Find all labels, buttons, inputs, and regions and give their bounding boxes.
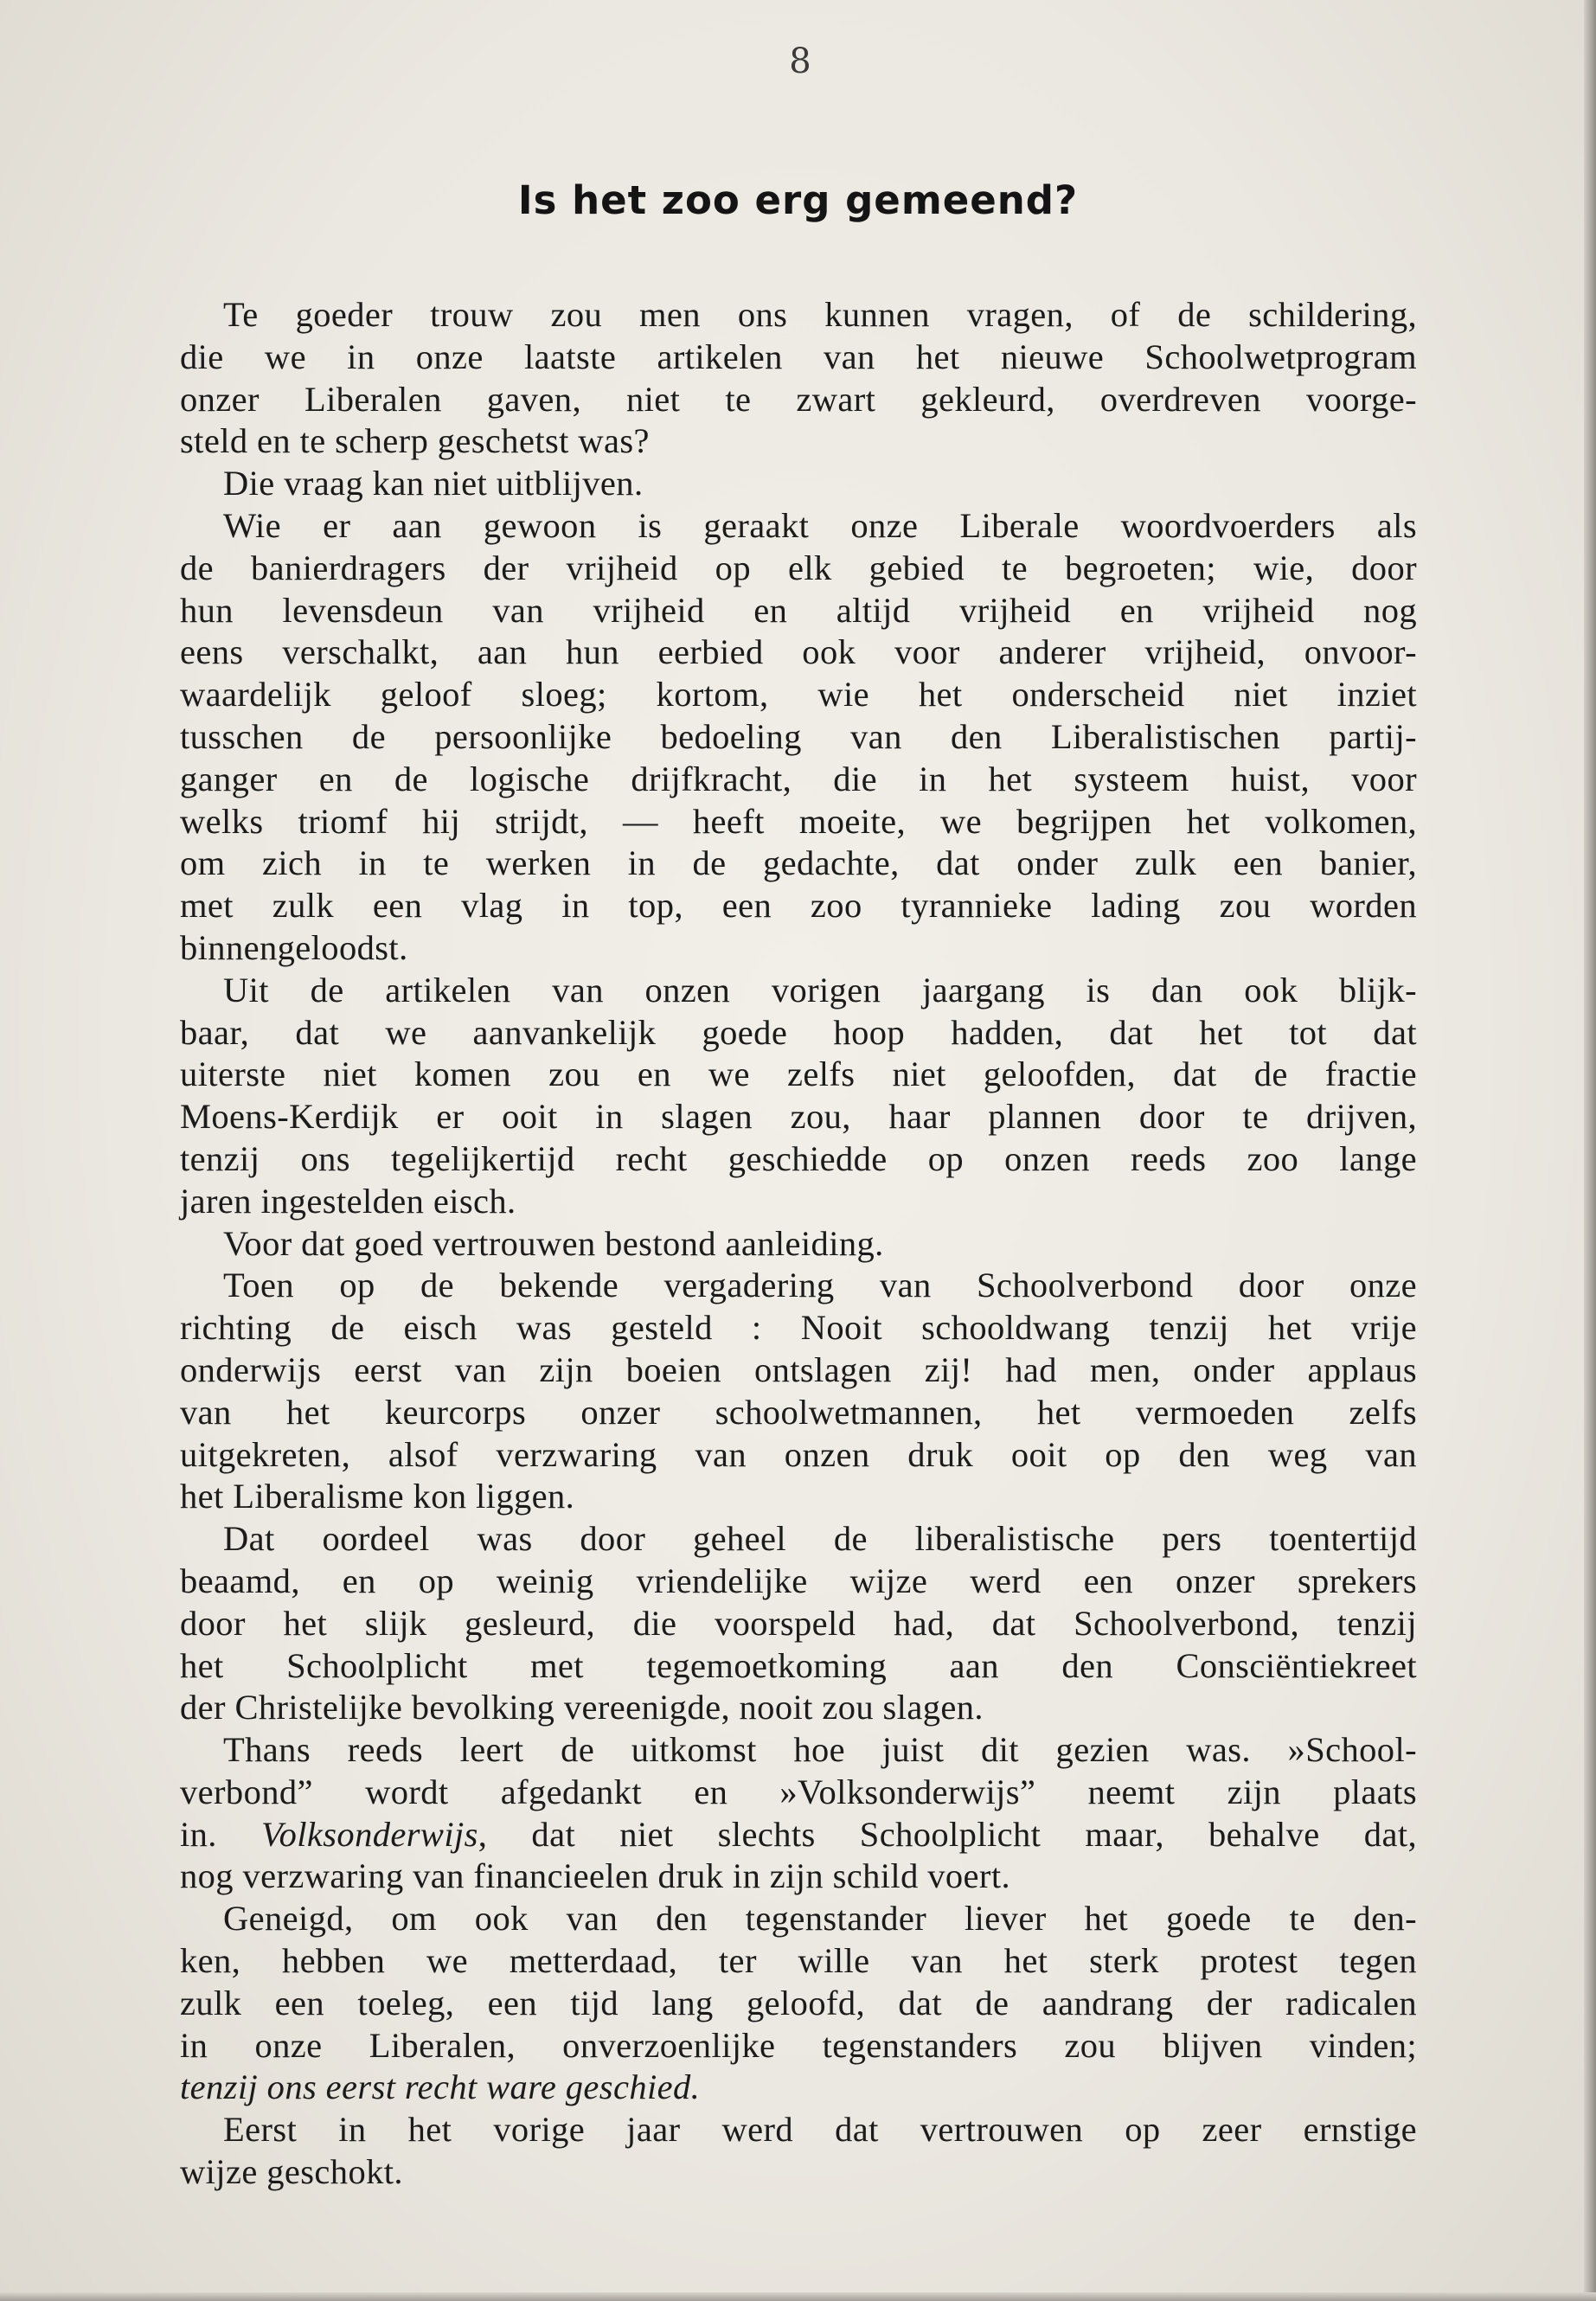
paragraph [180,1729,1417,1898]
text-line: ganger en de logische drijfkracht, die in het systeem huist, voor [180,759,1417,798]
text-line: baar, dat we aanvankelijk goede hoop hadden, dat het tot dat [180,1012,1417,1052]
text-line: het Liberalisme kon liggen. [180,1477,575,1516]
text-line: wijze geschokt. [180,2152,403,2192]
text-line: richting de eisch was gesteld : Nooit schooldwang tenzij het vrije [180,1308,1417,1348]
text-line: Voor dat goed vertrouwen bestond aanleiding. [223,1223,884,1263]
text-line: Thans reeds leert de uitkomst hoe juist dit gezien was. »School- [223,1730,1417,1770]
text-line: welks triomf hij strijdt, — heeft moeite, we begrijpen het volkomen, [180,801,1417,841]
text-line: met zulk een vlag in top, een zoo tyrannieke lading zou worden [180,886,1417,926]
text-line: Uit de artikelen van onzen vorigen jaargang is dan ook blijk- [223,970,1417,1009]
text-line: de banierdragers der vrijheid op elk gebied te begroeten; wie, door [180,548,1417,587]
paragraph [180,1223,1417,1266]
italic-phrase: tenzij ons eerst recht ware geschied. [180,2067,701,2107]
page-title: Is het zoo erg gemeend? [517,177,1079,223]
text-line [180,1814,1417,1856]
article-body [180,294,1417,2194]
text-line: uiterste niet komen zou en we zelfs niet geloofden, dat de fractie [180,1054,1417,1094]
text-line: beaamd, en op weinig vriendelijke wijze werd een onzer sprekers [180,1561,1417,1600]
text-line: in onze Liberalen, onverzoenlijke tegenstanders zou blijven vinden; [180,2025,1417,2065]
text-fragment: , dat niet slechts Schoolplicht maar, behalve dat, [478,1814,1417,1854]
paragraph [180,463,1417,505]
text-line: hun levensdeun van vrijheid en altijd vrijheid en vrijheid nog [180,590,1417,630]
paragraph [180,1265,1417,1518]
paragraph [180,1898,1417,2109]
paragraph [180,970,1417,1223]
text-line: der Christelijke bevolking vereenigde, nooit zou slagen. [180,1688,984,1727]
text-line: door het slijk gesleurd, die voorspeld had, dat Schoolverbond, tenzij [180,1603,1417,1643]
text-line: onderwijs eerst van zijn boeien ontslagen zij! had men, onder applaus [180,1349,1417,1389]
text-line: steld en te scherp geschetst was? [180,421,650,461]
text-line: Te goeder trouw zou men ons kunnen vragen, of de schildering, [223,295,1417,334]
text-line: van het keurcorps onzer schoolwetmannen, het vermoeden zelfs [180,1392,1417,1432]
text-fragment: in. [180,1814,261,1854]
text-line: ken, hebben we metterdaad, ter wille van het sterk protest tegen [180,1941,1417,1981]
paragraph [180,2109,1417,2194]
italic-title: Volksonderwijs [260,1814,478,1854]
text-line: onzer Liberalen gaven, niet te zwart gekleurd, overdreven voorge- [180,379,1417,419]
text-line: Die vraag kan niet uitblijven. [223,464,644,503]
page-edge-shadow [1584,0,1596,2301]
page-number: 8 [789,42,811,81]
text-line: uitgekreten, alsof verzwaring van onzen druk ooit op den weg van [180,1434,1417,1474]
text-line: zulk een toeleg, een tijd lang geloofd, dat de aandrang der radicalen [180,1983,1417,2022]
text-line [180,2067,1417,2109]
text-line: Moens-Kerdijk er ooit in slagen zou, haar plannen door te drijven, [180,1097,1417,1137]
text-line: binnengeloodst. [180,927,408,967]
text-line: om zich in te werken in de gedachte, dat onder zulk een banier, [180,843,1417,883]
page-bottom-edge [0,2292,1596,2301]
paragraph [180,505,1417,970]
paragraph [180,1518,1417,1729]
text-line: Eerst in het vorige jaar werd dat vertrouwen op zeer ernstige [223,2110,1417,2150]
text-line: Wie er aan gewoon is geraakt onze Liberale woordvoerders als [223,505,1417,545]
text-line: Dat oordeel was door geheel de liberalistische pers toentertijd [223,1519,1417,1559]
text-line: die we in onze laatste artikelen van het nieuwe Schoolwetprogram [180,336,1417,376]
text-line: jaren ingestelden eisch. [180,1181,516,1221]
text-line: tusschen de persoonlijke bedoeling van den Liberalistischen partij- [180,716,1417,756]
text-line: waardelijk geloof sloeg; kortom, wie het onderscheid niet inziet [180,675,1417,715]
text-line: Toen op de bekende vergadering van Schoolverbond door onze [223,1266,1417,1305]
text-line: nog verzwaring van financieelen druk in zijn schild voert. [180,1856,1010,1896]
text-line: eens verschalkt, aan hun eerbied ook voor anderer vrijheid, onvoor- [180,632,1417,672]
text-line: tenzij ons tegelijkertijd recht geschiedde op onzen reeds zoo lange [180,1138,1417,1178]
paragraph [180,294,1417,463]
text-line: Geneigd, om ook van den tegenstander liever het goede te den- [223,1899,1417,1939]
text-line: het Schoolplicht met tegemoetkoming aan den Consciëntiekreet [180,1645,1417,1685]
text-line: verbond” wordt afgedankt en »Volksonderwijs” neemt zijn plaats [180,1772,1417,1811]
